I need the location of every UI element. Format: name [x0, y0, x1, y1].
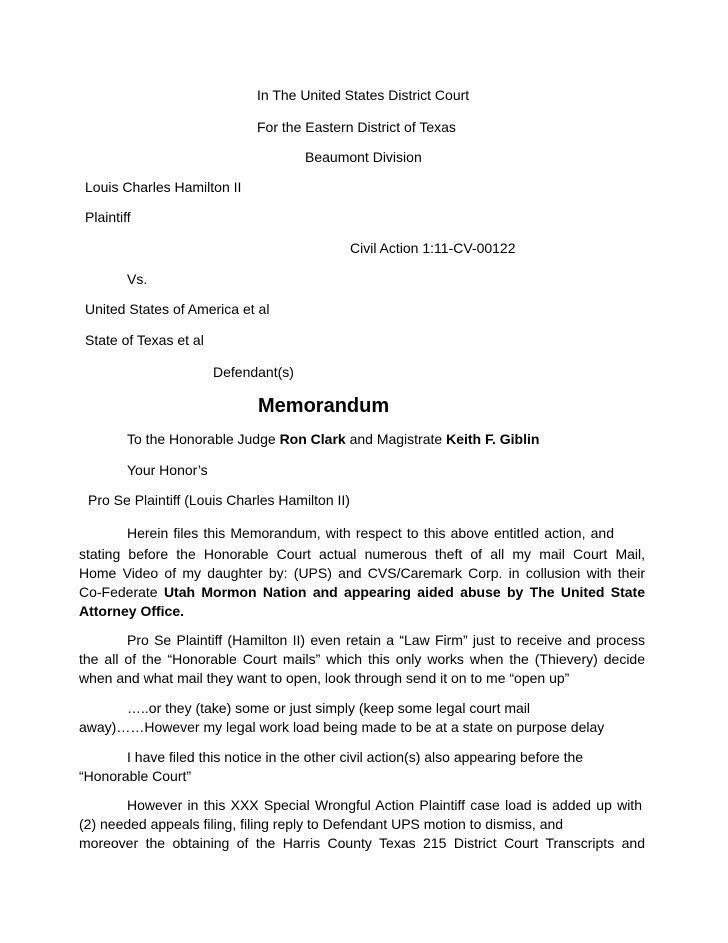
document-title: Memorandum — [258, 395, 390, 417]
paragraph-4-line-2: “Honorable Court” — [79, 768, 192, 784]
district-heading: For the Eastern District of Texas — [257, 119, 456, 135]
defendant-usa: United States of America et al — [85, 301, 270, 317]
paragraph-1-line-2: stating before the Honorable Court actual numerous theft of all my mail Court Mail, — [79, 546, 645, 562]
paragraph-1-line-3: Home Video of my daughter by: (UPS) and CVS/Caremark Corp. in collusion with their — [79, 565, 645, 581]
defendant-role: Defendant(s) — [213, 364, 294, 380]
paragraph-5-line-3: moreover the obtaining of the Harris County Texas 215 District Court Transcripts and — [79, 835, 645, 851]
defendant-texas: State of Texas et al — [85, 332, 204, 348]
judge-name: Ron Clark — [279, 431, 346, 447]
co-federate-text: Co-Federate — [79, 584, 164, 600]
paragraph-3-line-1: …..or they (take) some or just simply (keep some legal court mail — [127, 700, 531, 716]
paragraph-2-line-2: the all of the “Honorable Court mails” which this only works when the (Thievery) decide — [79, 651, 645, 667]
paragraph-1-line-4 — [79, 584, 645, 600]
paragraph-5-line-1: However in this XXX Special Wrongful Action Plaintiff case load is added up with — [127, 797, 642, 813]
salutation-middle: and Magistrate — [345, 431, 447, 447]
magistrate-name: Keith F. Giblin — [446, 431, 540, 447]
your-honors: Your Honor’s — [127, 462, 208, 478]
civil-action-number: Civil Action 1:11-CV-00122 — [350, 240, 516, 256]
paragraph-2-line-1: Pro Se Plaintiff (Hamilton II) even retain a “Law Firm” just to receive and process — [127, 632, 645, 648]
division-heading: Beaumont Division — [305, 149, 422, 165]
versus: Vs. — [127, 271, 148, 287]
paragraph-4-line-1: I have filed this notice in the other civil action(s) also appearing before the — [127, 749, 584, 765]
salutation-line — [127, 431, 539, 447]
paragraph-5-line-2: (2) needed appeals filing, filing reply to Defendant UPS motion to dismiss, and — [79, 816, 564, 832]
paragraph-3-line-2: away)……However my legal work load being made to be at a state on purpose delay — [79, 719, 605, 735]
paragraph-1-line-1: Herein files this Memorandum, with respect to this above entitled action, and — [127, 525, 614, 541]
court-heading: In The United States District Court — [257, 87, 470, 103]
plaintiff-role: Plaintiff — [85, 209, 131, 225]
plaintiff-name: Louis Charles Hamilton II — [85, 179, 242, 195]
salutation-prefix: To the Honorable Judge — [127, 431, 280, 447]
paragraph-1-line-5: Attorney Office. — [79, 603, 185, 619]
filer-line: Pro Se Plaintiff (Louis Charles Hamilton II) — [88, 492, 350, 508]
bold-allegation: Utah Mormon Nation and appearing aided abuse by The United State — [163, 584, 646, 600]
paragraph-2-line-3: when and what mail they want to open, look through send it on to me “open up” — [79, 670, 570, 686]
